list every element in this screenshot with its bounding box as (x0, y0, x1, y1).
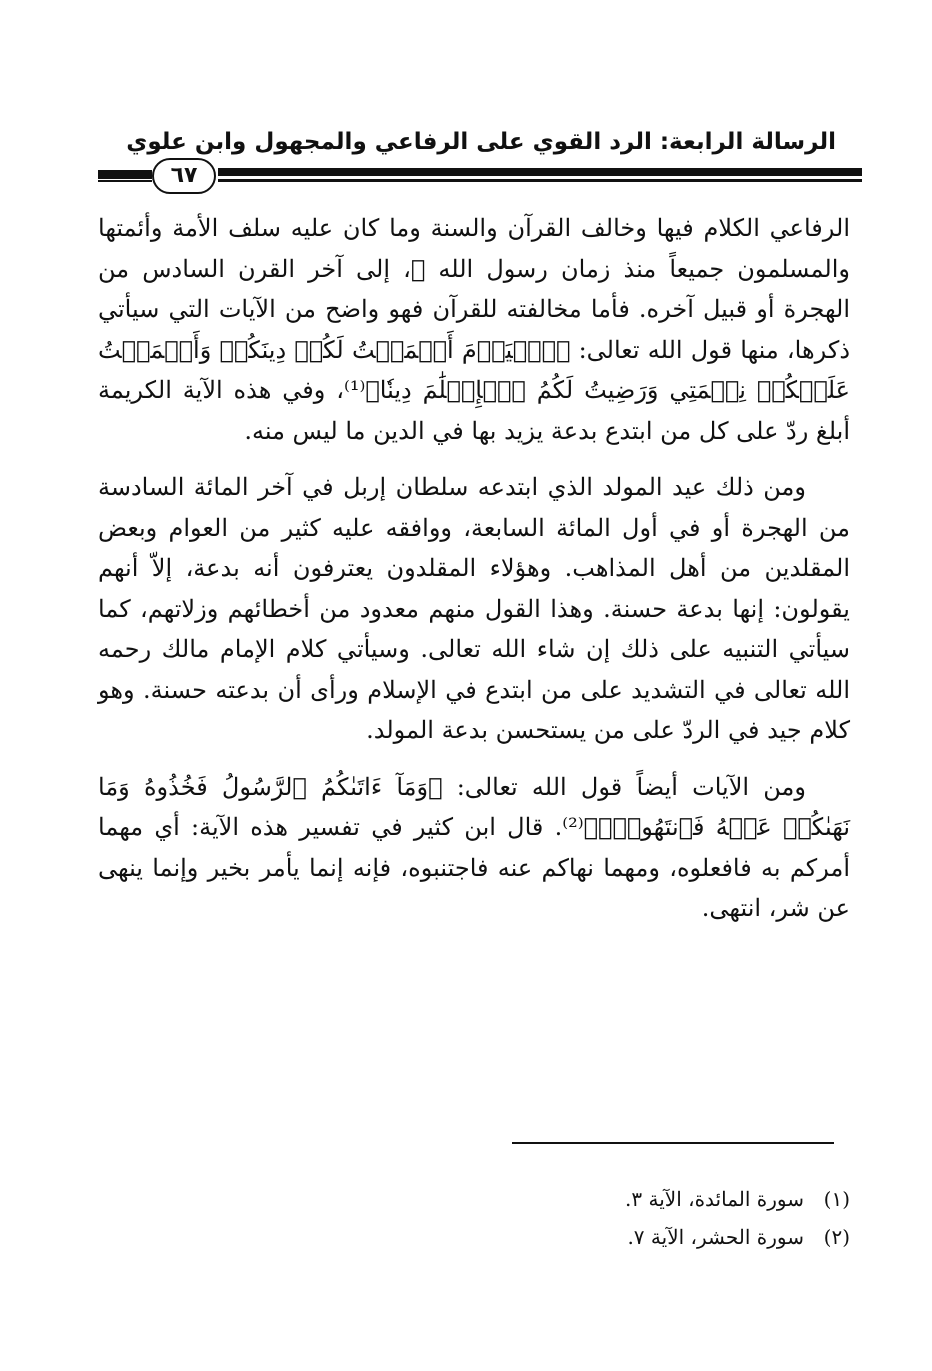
header-rule-left (98, 170, 152, 179)
paragraph-1: الرفاعي الكلام فيها وخالف القرآن والسنة وما كان عليه سلف الأمة وأئمتها والمسلمون جميعاً منذ زمان رسول الله ﷺ، إلى آخر القرن السادس من الهجرة أو قبيل آخره. فأما مخالفته للقرآن فهو واضح من الآيات التي سيأتي ذكرها، منها قول الله تعالى: ﴿ٱلۡيَوۡمَ أَكۡمَلۡتُ لَكُمۡ دِينَكُمۡ وَأَتۡمَمۡتُ عَلَيۡكُمۡ نِعۡمَتِي وَرَضِيتُ لَكُمُ ٱلۡإِسۡلَٰمَ دِينٗا﴾⁽¹⁾، وفي هذه الآية الكريمة أبلغ ردّ على كل من ابتدع بدعة يزيد بها في الدين ما ليس منه. (98, 214, 850, 445)
footnotes (350, 1180, 850, 1256)
body-text (98, 208, 850, 945)
footnote-2 (350, 1218, 850, 1256)
paragraph-2: ومن ذلك عيد المولد الذي ابتدعه سلطان إربل في آخر المائة السادسة من الهجرة أو في أول المائة السابعة، ووافقه عليه كثير من العوام وبعض المقلدين من أهل المذاهب. وهؤلاء المقلدون يعترفون أنه بدعة، إلاّ أنهم يقولون: إنها بدعة حسنة. وهذا القول منهم معدود من أخطائهم وزلاتهم، كما سيأتي التنبيه على ذلك إن شاء الله تعالى. وسيأتي كلام الإمام مالك رحمه الله تعالى في التشديد على من ابتدع في الإسلام ورأى أن بدعته حسنة. وهو كلام جيد في الردّ على من يستحسن بدعة المولد. (98, 473, 851, 744)
running-header: الرسالة الرابعة: الرد القوي على الرفاعي والمجهول وابن علوي (126, 129, 836, 155)
paragraph-3: ومن الآيات أيضاً قول الله تعالى: ﴿وَمَآ ءَاتَىٰكُمُ ٱلرَّسُولُ فَخُذُوهُ وَمَا نَهَىٰكُمۡ عَنۡهُ فَٱنتَهُواْۚ﴾⁽²⁾. قال ابن كثير في تفسير هذه الآية: أي مهما أمركم به فافعلوه، ومهما نهاكم عنه فاجتنبوه، فإنه إنما يأمر بخير وإنما ينهى عن شر، انتهى. (98, 772, 850, 922)
footnote-separator (512, 1142, 834, 1144)
header-rule-left-thin (98, 180, 152, 182)
header-rule-right-thin (218, 179, 862, 182)
footnote-text: سورة الحشر، الآية ٧. (627, 1225, 804, 1249)
footnote-number: (٢) (823, 1225, 850, 1249)
footnote-1 (350, 1180, 850, 1218)
footnote-number: (١) (823, 1187, 850, 1211)
footnote-text: سورة المائدة، الآية ٣. (625, 1187, 804, 1211)
page-number: ٦٧ (152, 158, 216, 194)
header-rule-right (218, 168, 862, 176)
